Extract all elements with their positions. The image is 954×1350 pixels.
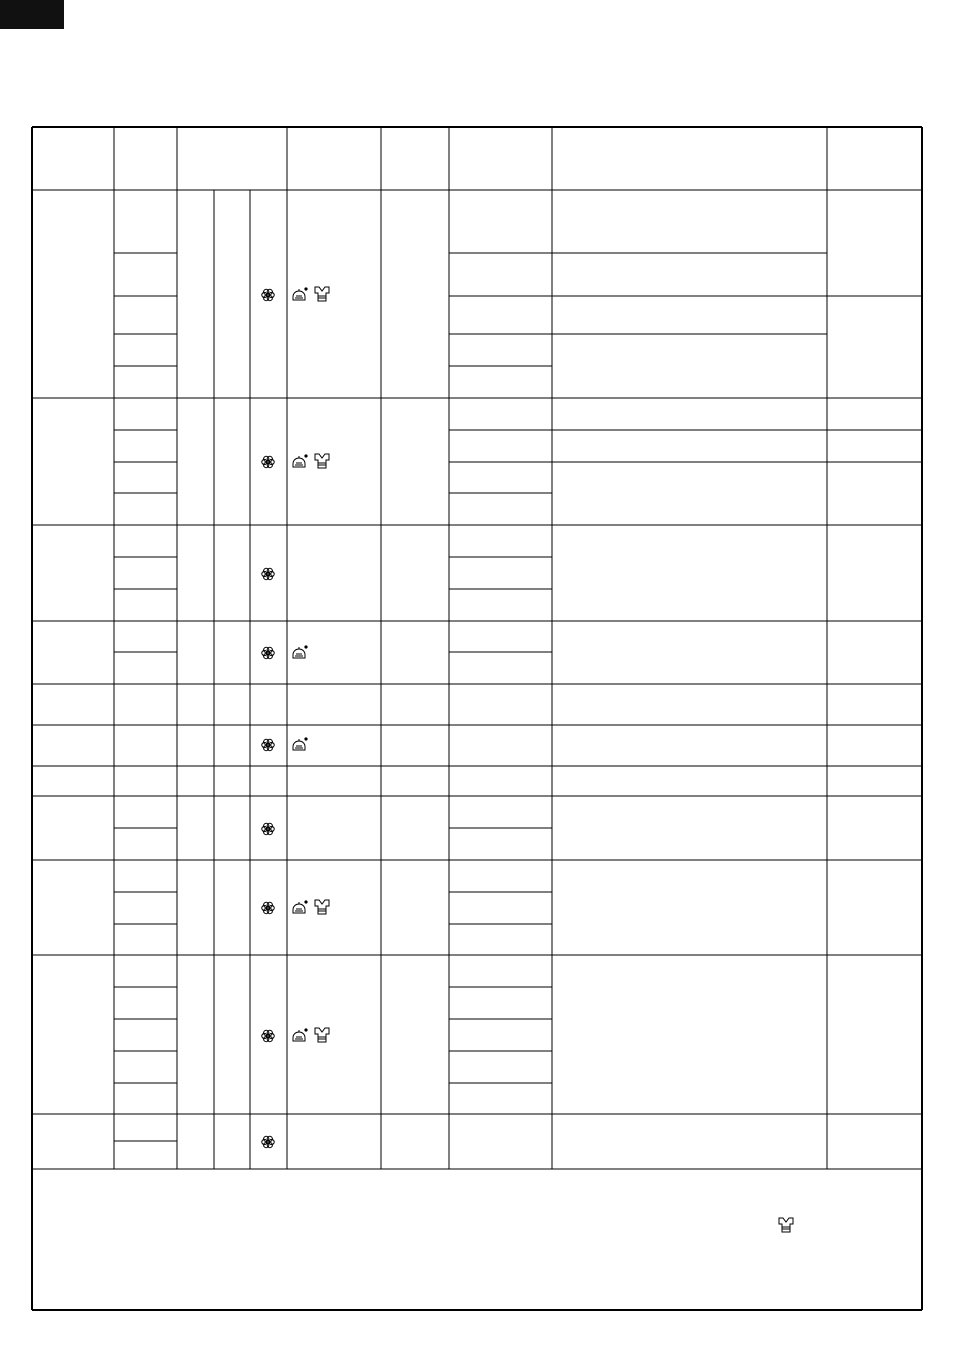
shirt-press-icon — [313, 1026, 331, 1044]
flower-icon — [261, 1029, 275, 1043]
flower-icon — [261, 738, 275, 752]
flower-icon — [261, 567, 275, 581]
flower-icon — [261, 1135, 275, 1149]
steam-iron-icon — [291, 736, 309, 752]
flower-icon — [261, 646, 275, 660]
flower-icon — [261, 455, 275, 469]
flower-icon — [261, 822, 275, 836]
steam-iron-icon — [291, 899, 309, 915]
flower-icon — [261, 901, 275, 915]
shirt-press-icon — [313, 285, 331, 303]
shirt-press-icon — [313, 452, 331, 470]
flower-icon — [261, 288, 275, 302]
steam-iron-icon — [291, 286, 309, 302]
shirt-press-icon — [777, 1216, 795, 1234]
steam-iron-icon — [291, 1027, 309, 1043]
steam-iron-icon — [291, 644, 309, 660]
shirt-press-icon — [313, 898, 331, 916]
steam-iron-icon — [291, 453, 309, 469]
